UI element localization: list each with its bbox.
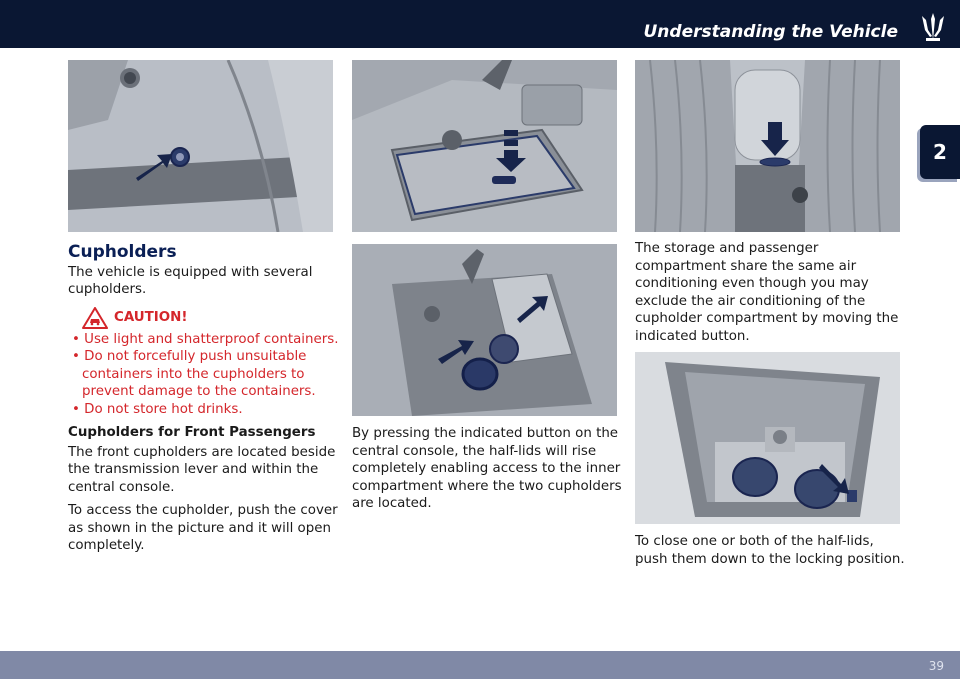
image-inner-compartment <box>635 352 900 524</box>
image-open-cupholders <box>352 244 617 416</box>
paragraph: The storage and passenger compartment share the same air conditioning even though you may exclude the air conditioning of the cupholder compartment by moving the indicated button. <box>635 241 899 344</box>
caution-item: • Do not store hot drinks. <box>72 401 243 417</box>
column-middle <box>352 425 624 519</box>
image-seats-console <box>635 60 900 232</box>
image-trunk-button <box>68 60 333 232</box>
caution-list <box>68 331 340 419</box>
section-heading: Cupholders <box>68 242 177 262</box>
intro-text: The vehicle is equipped with several cupholders. <box>68 264 313 297</box>
paragraph: To access the cupholder, push the cover as shown in the picture and it will open completely. <box>68 503 338 553</box>
page-number: 39 <box>928 659 944 673</box>
paragraph: By pressing the indicated button on the central console, the half-lids will rise completely enabling access to the inner compartment where the two cupholders are located. <box>352 426 622 511</box>
footer-bar <box>0 651 960 679</box>
car-warning-icon <box>82 307 108 329</box>
chapter-tab[interactable]: 2 <box>920 125 960 179</box>
trident-icon <box>916 10 950 44</box>
header-bar <box>0 0 960 48</box>
column-right-lower <box>635 533 907 574</box>
page-header-title: Understanding the Vehicle <box>643 22 898 42</box>
column-left <box>68 244 340 561</box>
caution-label: CAUTION! <box>114 309 188 325</box>
caution-box <box>68 307 340 419</box>
caution-item: • Use light and shatterproof containers. <box>72 331 339 347</box>
paragraph: To close one or both of the half-lids, push them down to the locking position. <box>635 534 905 567</box>
image-console-button <box>352 60 617 232</box>
paragraph: The front cupholders are located beside the transmission lever and within the central console. <box>68 444 336 495</box>
column-right-upper <box>635 240 907 351</box>
subheading-front: Cupholders for Front Passengers <box>68 425 316 440</box>
caution-item: • Do not forcefully push unsuitable containers into the cupholders to prevent damage to the containers. <box>72 349 316 399</box>
